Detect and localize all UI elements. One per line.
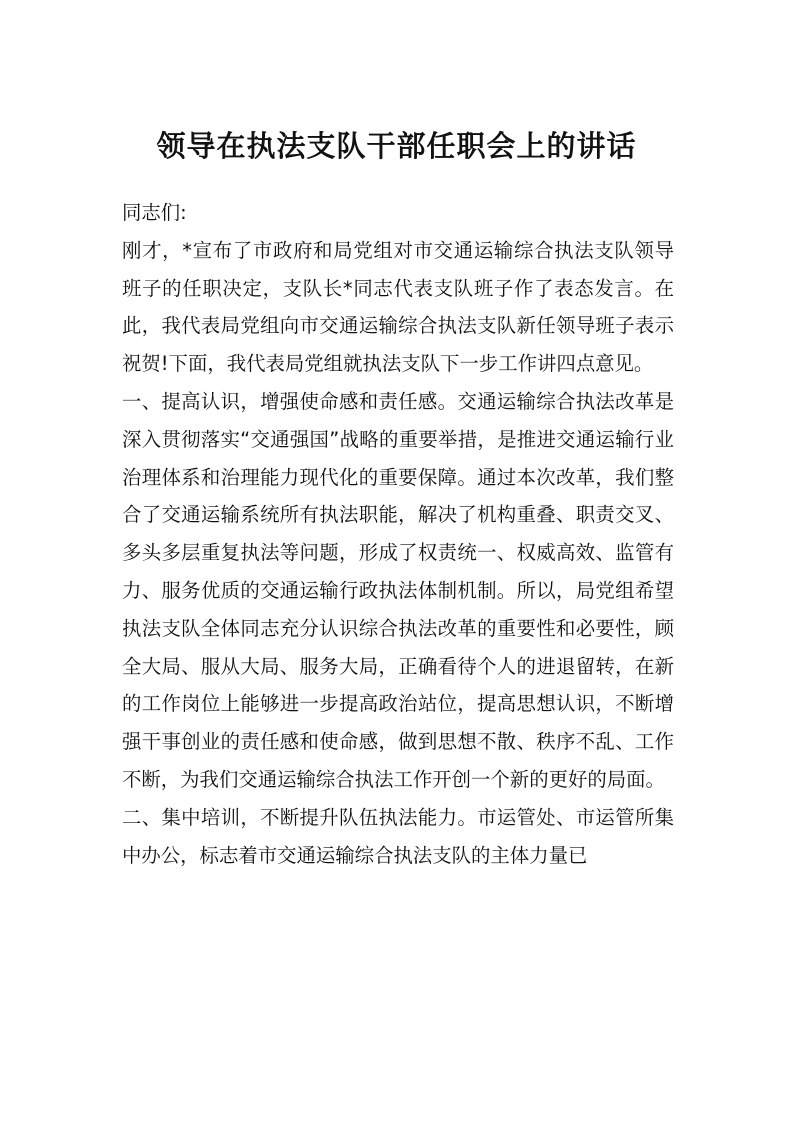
paragraph-point-one: 一、提高认识，增强使命感和责任感。交通运输综合执法改革是深入贯彻落实“交通强国”战略的重要举措，是推进交通运输行业治理体系和治理能力现代化的重要保障。通过本次改革，我们整合了交通运输系统所有执法职能，解决了机构重叠、职责交叉、多头多层重复执法等问题，形成了权责统一、权威高效、监管有力、服务优质的交通运输行政执法体制机制。所以，局党组希望执法支队全体同志充分认识综合执法改革的重要性和必要性，顾全大局、服从大局、服务大局，正确看待个人的进退留转，在新的工作岗位上能够进一步提高政治站位，提高思想认识，不断增强干事创业的责任感和使命感，做到思想不散、秩序不乱、工作不断，为我们交通运输综合执法工作开创一个新的更好的局面。	[122, 389, 674, 791]
document-title: 领导在执法支队干部任职会上的讲话	[156, 129, 637, 163]
paragraph-opening: 刚才，*宣布了市政府和局党组对市交通运输综合执法支队领导班子的任职决定，支队长*同志代表支队班子作了表态发言。在此，我代表局党组向市交通运输综合执法支队新任领导班子表示祝贺!下面，我代表局党组就执法支队下一步工作讲四点意见。	[122, 238, 674, 376]
paragraph-point-two: 二、集中培训，不断提升队伍执法能力。市运管处、市运管所集中办公，标志着市交通运输综合执法支队的主体力量已	[122, 805, 674, 867]
document-body	[122, 194, 674, 874]
salutation: 同志们:	[122, 201, 187, 224]
